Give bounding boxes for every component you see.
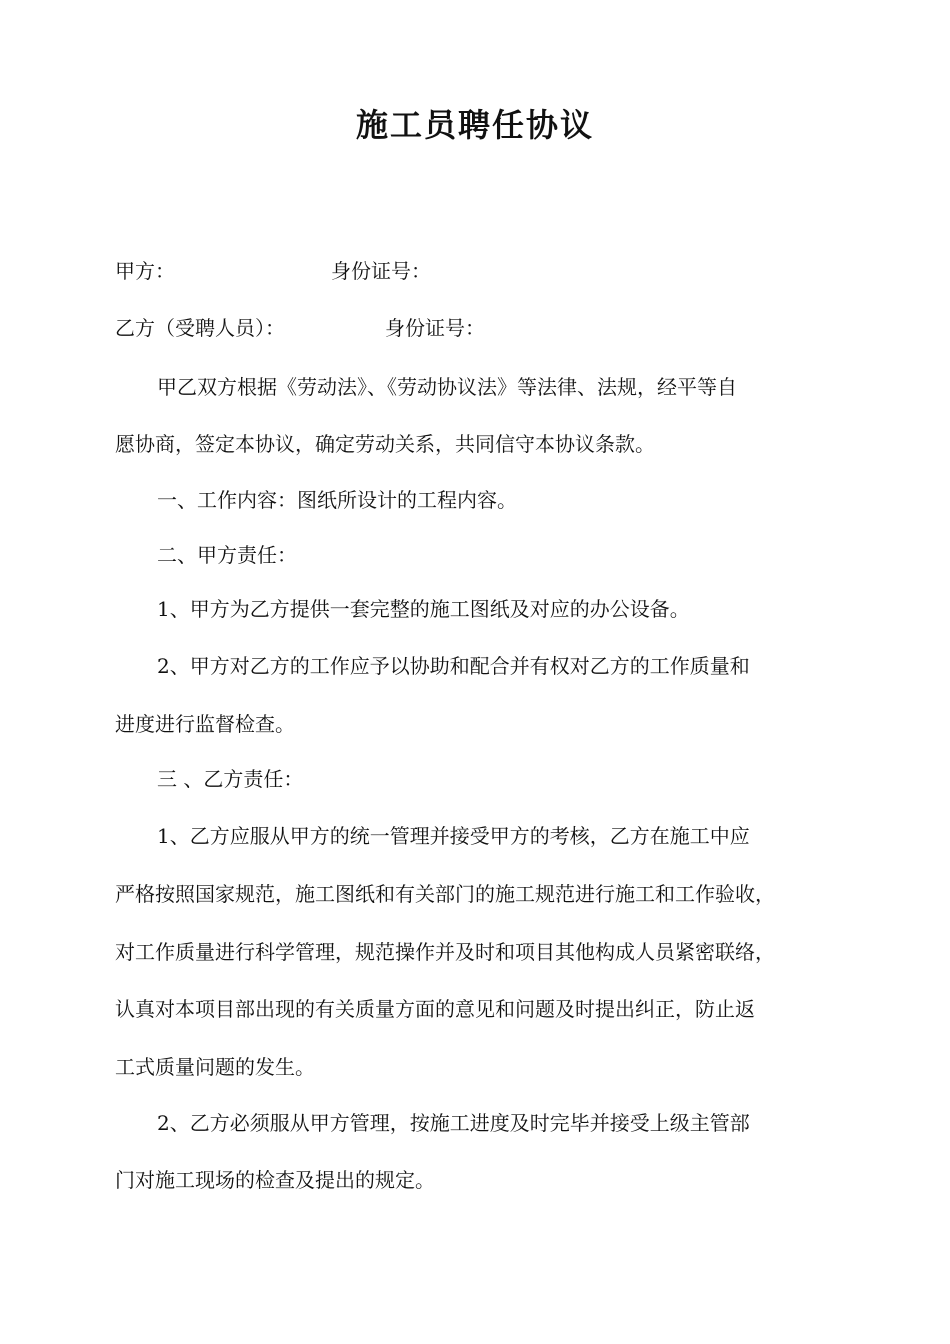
party-b-label: 乙方（受聘人员）： bbox=[115, 316, 285, 340]
paragraph-line: 甲乙双方根据《劳动法》、《劳动协议法》等法律、法规，经平等自 bbox=[157, 375, 737, 399]
section-heading: 二、甲方责任： bbox=[157, 543, 297, 567]
paragraph-line: 门对施工现场的检查及提出的规定。 bbox=[115, 1168, 435, 1192]
document-title: 施工员聘任协议 bbox=[355, 106, 594, 144]
paragraph-line: 1、甲方为乙方提供一套完整的施工图纸及对应的办公设备。 bbox=[157, 597, 690, 621]
party-a-id-label: 身份证号： bbox=[331, 259, 431, 283]
paragraph-line: 2、乙方必须服从甲方管理，按施工进度及时完毕并接受上级主管部 bbox=[157, 1111, 750, 1135]
paragraph-line: 严格按照国家规范，施工图纸和有关部门的施工规范进行施工和工作验收， bbox=[115, 882, 775, 906]
party-a-line bbox=[115, 261, 431, 281]
paragraph-line: 2、甲方对乙方的工作应予以协助和配合并有权对乙方的工作质量和 bbox=[157, 654, 750, 678]
paragraph-line: 认真对本项目部出现的有关质量方面的意见和问题及时提出纠正，防止返 bbox=[115, 997, 755, 1021]
section-heading: 一、工作内容：图纸所设计的工程内容。 bbox=[157, 488, 517, 512]
paragraph-line: 工式质量问题的发生。 bbox=[115, 1055, 315, 1079]
party-b-line bbox=[115, 318, 485, 338]
party-b-id-label: 身份证号： bbox=[385, 316, 485, 340]
paragraph-line: 愿协商，签定本协议，确定劳动关系，共同信守本协议条款。 bbox=[115, 432, 655, 456]
paragraph-line: 进度进行监督检查。 bbox=[115, 712, 295, 736]
section-heading: 三 、乙方责任： bbox=[157, 767, 304, 791]
paragraph-line: 1、乙方应服从甲方的统一管理并接受甲方的考核，乙方在施工中应 bbox=[157, 824, 750, 848]
party-a-label: 甲方： bbox=[115, 259, 175, 283]
paragraph-line: 对工作质量进行科学管理，规范操作并及时和项目其他构成人员紧密联络， bbox=[115, 940, 775, 964]
